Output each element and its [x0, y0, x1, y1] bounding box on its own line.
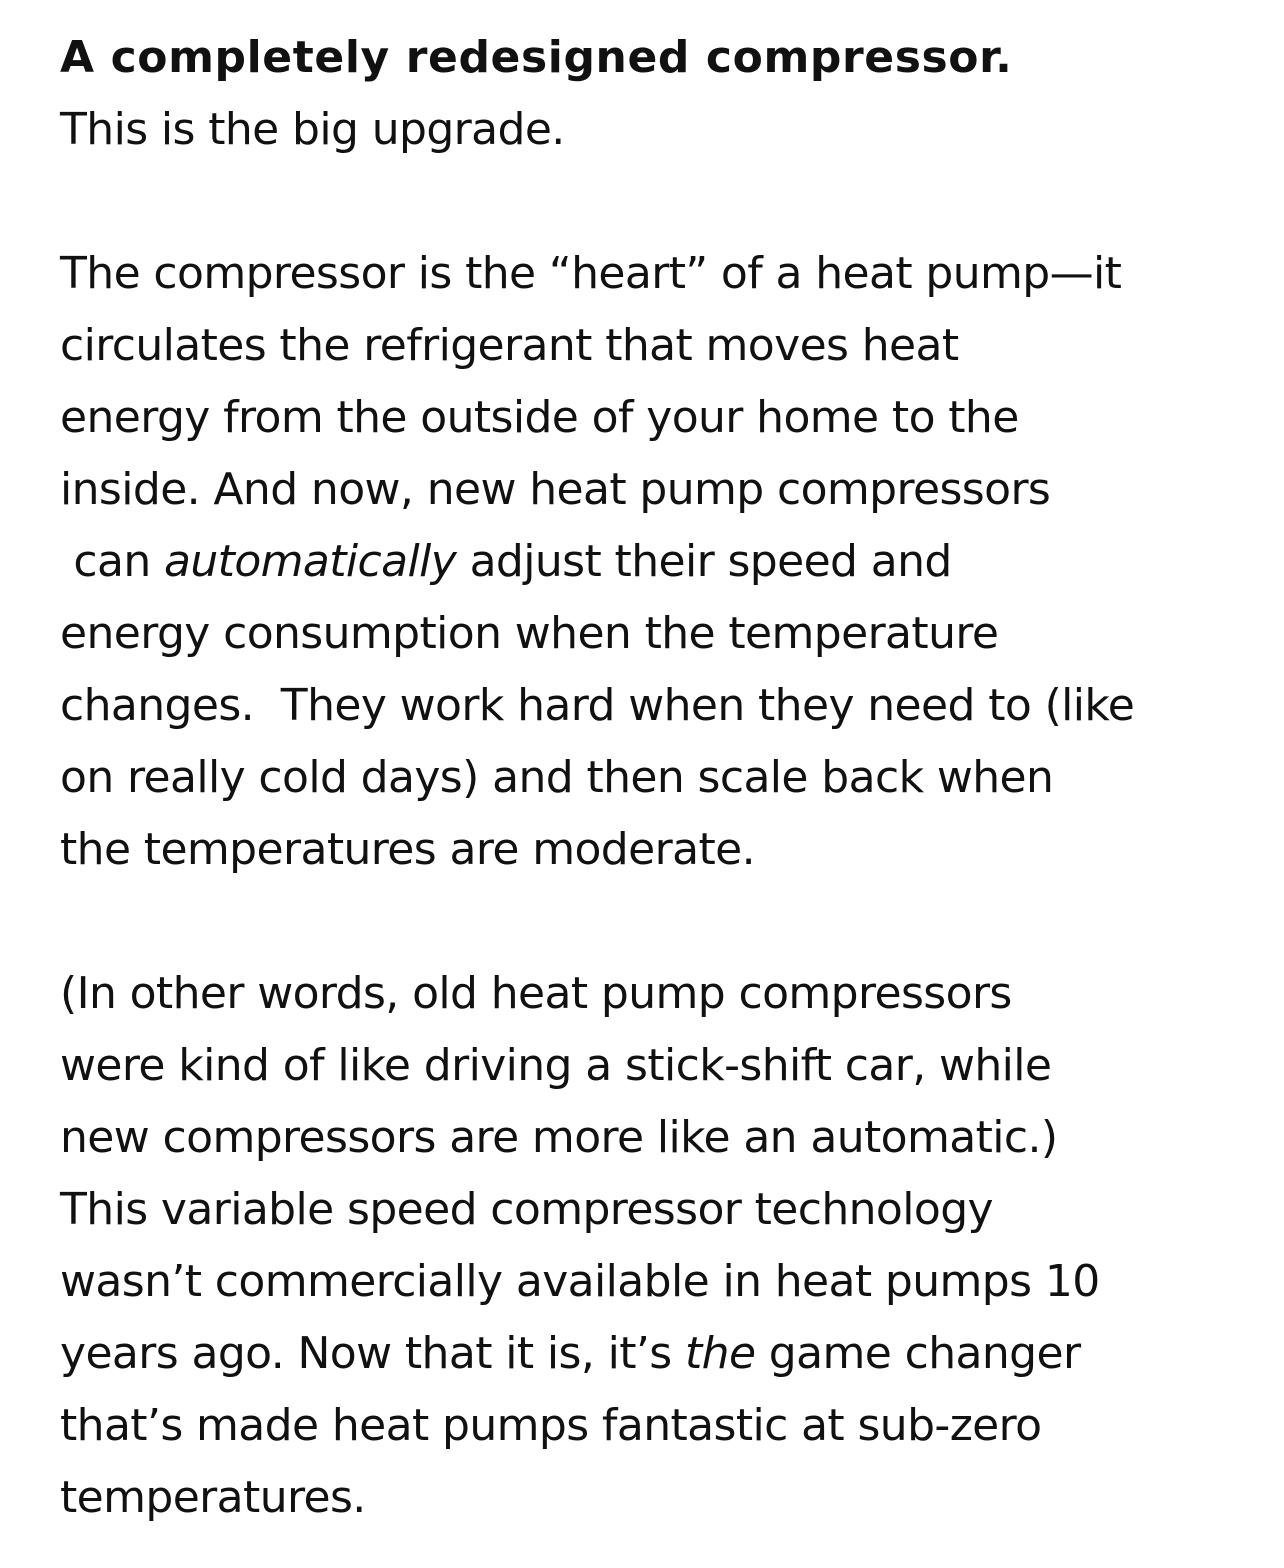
paragraph-compressor-heart	[60, 238, 1250, 886]
paragraph-line: temperatures.	[60, 1472, 366, 1523]
paragraph-gap	[60, 886, 1250, 958]
paragraph-gap	[60, 166, 1250, 238]
paragraph-line: energy from the outside of your home to the	[60, 392, 1019, 443]
emphasis-the: the	[685, 1328, 756, 1379]
text-segment: adjust their speed and	[456, 536, 952, 587]
paragraph-line: The compressor is the “heart” of a heat pump—it	[60, 248, 1122, 299]
paragraph-line: energy consumption when the temperature	[60, 608, 999, 659]
text-segment: game changer	[755, 1328, 1081, 1379]
paragraph-line: on really cold days) and then scale back when	[60, 752, 1054, 803]
paragraph-line: wasn’t commercially available in heat pumps 10	[60, 1256, 1100, 1307]
paragraph-line: changes. They work hard when they need to (like	[60, 680, 1135, 731]
paragraph-other-words	[60, 958, 1250, 1534]
paragraph-line: were kind of like driving a stick-shift car, while	[60, 1040, 1052, 1091]
paragraph-line: that’s made heat pumps fantastic at sub-zero	[60, 1400, 1042, 1451]
paragraph-line: (In other words, old heat pump compressors	[60, 968, 1012, 1019]
paragraph-line	[60, 1318, 1250, 1390]
paragraph-line: the temperatures are moderate.	[60, 824, 755, 875]
paragraph-line: This variable speed compressor technology	[60, 1184, 993, 1235]
paragraph-line	[60, 526, 1250, 598]
paragraph-line: circulates the refrigerant that moves heat	[60, 320, 959, 371]
emphasis-automatically: automatically	[164, 536, 457, 587]
article-body	[60, 22, 1250, 1534]
subheadline: This is the big upgrade.	[60, 104, 565, 155]
paragraph-line: inside. And now, new heat pump compressors	[60, 464, 1051, 515]
paragraph-line: new compressors are more like an automatic.)	[60, 1112, 1058, 1163]
text-segment: can	[60, 536, 165, 587]
text-segment: years ago. Now that it is, it’s	[60, 1328, 685, 1379]
headline: A completely redesigned compressor.	[60, 32, 1013, 83]
